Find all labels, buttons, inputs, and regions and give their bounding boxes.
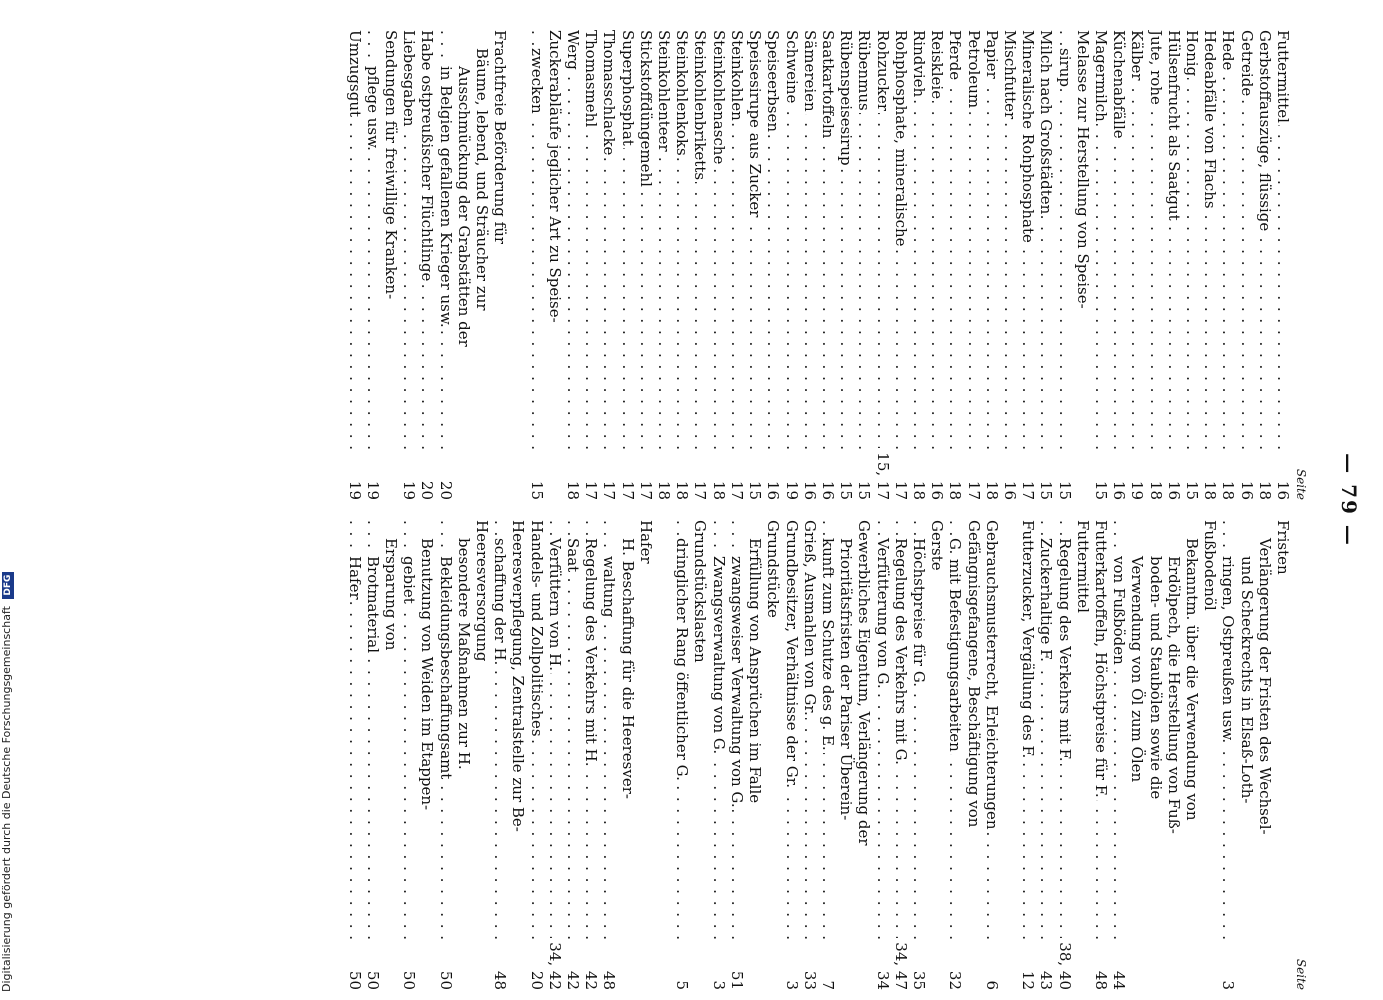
index-entry [527, 30, 545, 500]
index-entry [1037, 520, 1055, 990]
index-entry-page: 43 [1037, 970, 1056, 990]
index-entry [910, 30, 928, 500]
index-entry-page: 15 [746, 480, 765, 500]
index-entry [1219, 30, 1237, 500]
index-entry [382, 520, 400, 990]
index-entry-page: 18 [564, 480, 583, 500]
index-entry [1074, 30, 1092, 500]
index-entry-page: 16 [1110, 480, 1129, 500]
index-entry-page: 50 [363, 970, 382, 990]
index-entry-page: 18 [946, 480, 965, 500]
index-entry-text: Sendungen für freiwillige Kranken- [382, 30, 401, 300]
index-entry-page: 16 [1164, 480, 1183, 500]
index-entry-page: 50 [345, 970, 364, 990]
index-entry-text: ringen, Ostpreußen usw. [1219, 556, 1238, 744]
index-entry [983, 30, 1001, 500]
index-entry [509, 30, 527, 500]
index-entry-text: Schweine [782, 30, 801, 104]
index-entry-text: Küchenabfälle [1110, 30, 1129, 139]
index-entry-text: Honig [1182, 30, 1201, 77]
index-entry [546, 520, 564, 990]
index-entry [691, 520, 709, 990]
index-entry-text [1001, 520, 1019, 527]
index-entry [1110, 30, 1128, 500]
index-entry-page: 19 [782, 480, 801, 500]
index-entry [1001, 520, 1019, 990]
index-entry-page: 16 [1274, 480, 1292, 500]
index-entry [527, 520, 545, 990]
index-entry-page: 7 [818, 980, 837, 990]
index-entry-page: 34, 47 [891, 942, 910, 990]
index-entry-text: Bekleidungsbeschaffungsamt [436, 556, 455, 780]
index-entry [564, 520, 582, 990]
index-entry [1037, 30, 1055, 500]
index-entry-text: Ersparung von [382, 538, 401, 651]
index-entry-page: 34 [873, 970, 892, 990]
index-entry-page: 33 [800, 970, 819, 990]
index-entry [946, 520, 964, 990]
index-entry [418, 30, 436, 500]
index-entry-text: Magermilch [1091, 30, 1110, 122]
index-entry [691, 30, 709, 500]
index-entry [673, 520, 691, 990]
index-entry-text: Grundstückslasten [691, 520, 710, 663]
index-entry-text: Benutzung von Weiden im Etappen- [418, 538, 437, 811]
index-entry [418, 520, 436, 990]
index-entry [782, 520, 800, 990]
index-entry [983, 520, 1001, 990]
index-entry [637, 520, 655, 990]
index-entry [1256, 30, 1274, 500]
index-entry-text: Hedeabfälle von Flachs [1201, 30, 1220, 209]
index-entry-text: und Scheckrechts in Elsaß-Loth- [1237, 556, 1256, 804]
index-entry-text: Verwendung von Öl zum Ölen [1128, 556, 1147, 783]
index-entry-page: 16 [1000, 480, 1019, 500]
index-entry [673, 30, 691, 500]
index-entry-text: Heeresverpflegung, Zentralstelle zur Be- [509, 520, 528, 832]
index-entry [964, 520, 982, 990]
index-entry-text: Saatkartoffeln [818, 30, 837, 139]
index-entry-text: Steinkohlenasche [709, 30, 728, 165]
index-entry-text: Futterkartoffeln, Höchstpreise für F. [1091, 520, 1110, 798]
index-entry-text: Frachtfreie Beförderung für [491, 30, 510, 245]
index-entry [801, 520, 819, 990]
index-entry-page: 19 [363, 480, 382, 500]
index-entry-text: Rübenmus [855, 30, 874, 111]
index-entry [382, 30, 400, 500]
index-entry [710, 520, 728, 990]
index-entry-page: 16 [800, 480, 819, 500]
dfg-side-note [2, 12, 12, 992]
index-entry [1274, 30, 1292, 500]
index-entry-text: dringlicher Rang öffentlicher G. [673, 538, 692, 781]
index-entry-text: Fußbodenöl [1201, 520, 1220, 611]
index-entry-text: Jute, rohe [1146, 30, 1165, 105]
index-entry-page: 15 [1055, 480, 1074, 500]
index-entry-text: Kälber [1128, 30, 1147, 81]
index-entry [436, 520, 454, 990]
index-entry-text: Zuckerabläufe jeglicher Art zu Speise- [545, 30, 564, 323]
index-entry-page: 42 [564, 970, 583, 990]
index-entry-text: Rübenspeisesirup [837, 30, 856, 166]
index-entry-page: 16 [1237, 480, 1256, 500]
index-entry-text: Zwangsverwaltung von G. [709, 556, 728, 755]
index-entry-text: zwecken [527, 48, 546, 114]
index-entry-text: Bekanntm. über die Verwendung von [1182, 538, 1201, 821]
index-entry-text: zwangsweiser Verwaltung von G. [727, 556, 746, 808]
index-entry-text: Umzugsgut [345, 30, 364, 118]
index-entry [964, 30, 982, 500]
index-entry [618, 30, 636, 500]
index-entry-text: Steinkohlenbriketts [691, 30, 710, 181]
index-entry-text: Futtermittel [1274, 30, 1292, 123]
index-entry-page: 18 [1201, 480, 1220, 500]
index-entry-text: Speiseerbsen [764, 30, 783, 133]
index-entry-text: Bäume, lebend, und Sträucher zur [473, 48, 492, 311]
index-entry-text: Gewerbliches Eigentum, Verlängerung der [855, 520, 874, 846]
index-entry [928, 520, 946, 990]
index-entry-text: Mischfutter [1000, 30, 1019, 120]
index-entry-page: 3 [709, 980, 728, 990]
index-entry [491, 30, 509, 500]
index-entry-text: schaffung der H. [491, 538, 510, 666]
index-entry [819, 520, 837, 990]
index-entry-text: Speisesirupe aus Zucker [746, 30, 765, 218]
index-entry [728, 520, 746, 990]
index-entry-text: Liebesgaben [400, 30, 419, 127]
index-entry [509, 520, 527, 990]
index-entry-text: Hülsenfrucht als Saatgut [1164, 30, 1183, 221]
index-entry [1019, 520, 1037, 990]
index-entry-text: Futterzucker, Vergällung des F. [1019, 520, 1038, 759]
index-entry [801, 30, 819, 500]
index-entry-page: 17 [891, 480, 910, 500]
index-entry-text: Fristen [1274, 520, 1292, 575]
index-entry [1274, 520, 1292, 990]
index-entry-text: gebiet [400, 556, 419, 604]
index-entry-text: Grundbesitzer, Verhältnisse der Gr. [782, 520, 801, 789]
index-entry [655, 30, 673, 500]
index-entry [764, 30, 782, 500]
index-entry-page: 18 [709, 480, 728, 500]
index-entry-page: 48 [600, 970, 619, 990]
dfg-logo: DFG [2, 572, 14, 599]
index-entry [873, 520, 891, 990]
index-entry-text: sirup [1055, 48, 1074, 87]
index-entry-text: kunft zum Schutze des g. E. [818, 538, 837, 751]
index-entry-text: Rohzucker [873, 30, 892, 112]
index-entry-text: Hede [1219, 30, 1238, 71]
index-entry-text [655, 520, 673, 527]
index-entry [1110, 520, 1128, 990]
index-entry-text: Erdölpech, die Herstellung von Fuß- [1164, 556, 1183, 834]
index-entry-text [509, 30, 527, 37]
left-entries [345, 30, 1292, 500]
index-entry-text: Verlängerung der Fristen des Wechsel- [1255, 538, 1274, 835]
index-entry [837, 30, 855, 500]
index-entry-page: 18 [1219, 480, 1238, 500]
index-entry-text: Futtermittel [1073, 520, 1092, 613]
index-entry-page: 50 [436, 970, 455, 990]
index-entry-text: Werg [564, 30, 583, 70]
index-entry-text: Gebrauchsmusterrecht, Erleichterungen [982, 520, 1001, 830]
index-entry-text: Thomasmehl [582, 30, 601, 128]
index-entry-page: 35 [909, 970, 928, 990]
index-entry [855, 30, 873, 500]
index-entry-text: Regelung des Verkehrs mit H. [582, 538, 601, 767]
index-entry-text: Petroleum [964, 30, 983, 109]
index-entry-page: 17 [636, 480, 655, 500]
index-entry-text: Rohphosphate, mineralische [891, 30, 910, 247]
index-entry-text: Steinkohlenteer [655, 30, 674, 152]
index-entry-text: Mineralische Rohphosphate [1019, 30, 1038, 243]
index-entry [582, 520, 600, 990]
index-entry-page: 17 [964, 480, 983, 500]
index-entry-text: waltung [600, 556, 619, 618]
index-entry [400, 520, 418, 990]
index-entry-page: 19 [1128, 480, 1147, 500]
index-entry [910, 520, 928, 990]
index-entry [1019, 30, 1037, 500]
index-entry [819, 30, 837, 500]
index-entry-page: 12 [1019, 970, 1038, 990]
index-entry [928, 30, 946, 500]
index-entry-text: in Belgien gefallenen Krieger usw. [436, 66, 455, 328]
side-note-text: Digitalisierung gefördert durch die Deutsche Forschungsgemeinschaft [0, 606, 13, 992]
index-entry-text: Thomasschlacke [600, 30, 619, 156]
index-entry [728, 30, 746, 500]
column-header-seite: Seite [1294, 958, 1308, 990]
index-entry [764, 520, 782, 990]
index-entry [892, 520, 910, 990]
index-entry-text: H. Beschaffung für die Heeresver- [618, 538, 637, 799]
index-entry-page: 17 [618, 480, 637, 500]
index-entry [855, 520, 873, 990]
index-entry-text: Sämereien [800, 30, 819, 112]
index-entry-page: 16 [818, 480, 837, 500]
index-entry [1146, 30, 1164, 500]
index-entry [1201, 30, 1219, 500]
index-entry [1055, 30, 1073, 500]
index-entry-page: 20 [418, 480, 437, 500]
index-entry [600, 30, 618, 500]
index-entry-text: besondere Maßnahmen zur H. [454, 538, 473, 770]
index-entry-text: Milch nach Großstädten [1037, 30, 1056, 215]
index-entry-text: Ausschmückung der Grabstätten der [454, 66, 473, 347]
index-entry [1237, 30, 1255, 500]
index-entry-page: 18 [982, 480, 1001, 500]
index-entry-text: G. mit Befestigungsarbeiten [946, 538, 965, 752]
index-entry-text: Verfüttern von H. [545, 538, 564, 672]
right-entries [345, 520, 1292, 990]
index-entry-page: 18 [909, 480, 928, 500]
index-entry-text: Pferde [946, 30, 965, 81]
index-entry [400, 30, 418, 500]
index-entry-text: boden- und Staubölen sowie die [1146, 556, 1165, 800]
index-entry [1237, 520, 1255, 990]
index-entry-text: Höchstpreise für G. [909, 538, 928, 688]
index-entry-page: 18 [673, 480, 692, 500]
index-entry [582, 30, 600, 500]
index-entry-page: 19 [400, 480, 419, 500]
index-entry [746, 520, 764, 990]
column-header-seite: Seite [1294, 468, 1308, 500]
index-entry-page: 16 [764, 480, 783, 500]
index-column-right [345, 520, 1310, 990]
index-entry [564, 30, 582, 500]
index-entry-text: pflege usw. [363, 66, 382, 151]
index-entry-page: 17 [691, 480, 710, 500]
index-entry-page: 48 [491, 970, 510, 990]
index-entry-page: 15 [855, 480, 874, 500]
index-entry [1074, 520, 1092, 990]
index-entry-text: Rindvieh [909, 30, 928, 98]
index-entry-text: Hafer [636, 520, 655, 564]
index-entry [1092, 520, 1110, 990]
index-entry-page: 15 [1182, 480, 1201, 500]
index-entry-page: 15 [1037, 480, 1056, 500]
index-entry [637, 30, 655, 500]
page-number: — 79 — [1337, 453, 1361, 547]
index-entry [364, 520, 382, 990]
index-entry-page: 18 [1255, 480, 1274, 500]
index-entry-page: 34, 42 [545, 942, 564, 990]
index-entry [1092, 30, 1110, 500]
index-entry [837, 520, 855, 990]
index-entry [782, 30, 800, 500]
index-entry [655, 520, 673, 990]
index-entry [1128, 30, 1146, 500]
index-entry-page: 42 [582, 970, 601, 990]
index-entry-page: 19 [345, 480, 364, 500]
index-column-left [345, 30, 1310, 500]
index-entry-text: Hafer [345, 556, 364, 600]
index-entry-page: 3 [782, 980, 801, 990]
index-entry-text: Grundstücke [764, 520, 783, 618]
index-entry-text: Stickstoffdüngemehl [636, 30, 655, 187]
index-entry-text: Melasse zur Herstellung von Speise- [1073, 30, 1092, 309]
index-entry [1183, 30, 1201, 500]
index-entry-text: Gefängnisgefangene, Beschäftigung von [964, 520, 983, 828]
index-entry-text: Prioritätsfristen der Pariser Überein- [837, 538, 856, 821]
index-entry [455, 520, 473, 990]
index-entry-page: 16 [928, 480, 947, 500]
index-entry-text: Regelung des Verkehrs mit F. [1055, 538, 1074, 762]
index-entry-text: Papier [982, 30, 1001, 79]
index-entry [491, 520, 509, 990]
index-entry-page: 15 [837, 480, 856, 500]
index-entry [1146, 520, 1164, 990]
rotated-index-page [140, 0, 1380, 1000]
index-entry-text: Gerbstoffauszüge, flüssige [1255, 30, 1274, 232]
index-entry [946, 30, 964, 500]
index-entry-page: 18 [1146, 480, 1165, 500]
index-entry [600, 520, 618, 990]
index-entry-page: 6 [982, 980, 1001, 990]
index-entry-text: Reiskleie [928, 30, 947, 100]
index-entry-text: Habe ostpreußischer Flüchtlinge [418, 30, 437, 282]
index-entry-page: 51 [727, 970, 746, 990]
index-entry [873, 30, 891, 500]
index-entry [345, 520, 363, 990]
index-entry [1183, 520, 1201, 990]
index-entry-text: Steinkohlenkoks [673, 30, 692, 156]
index-entry [1219, 520, 1237, 990]
index-entry [892, 30, 910, 500]
index-entry-text: Gerste [928, 520, 947, 571]
index-entry-text: Regelung des Verkehrs mit G. [891, 538, 910, 765]
index-entry-page: 17 [1019, 480, 1038, 500]
index-entry-text: Heeresversorgung [473, 520, 492, 662]
index-entry-page: 15, 17 [873, 452, 892, 500]
index-entry-page: 17 [582, 480, 601, 500]
index-entry-page: 17 [600, 480, 619, 500]
index-entry-page: 17 [727, 480, 746, 500]
index-entry-page: 20 [527, 970, 546, 990]
index-entry-page: 3 [1219, 980, 1238, 990]
index-entry-text: Erfüllung von Ansprüchen im Falle [746, 538, 765, 804]
index-entry [364, 30, 382, 500]
index-entry [1001, 30, 1019, 500]
index-entry-page: 15 [527, 480, 546, 500]
index-entry [1256, 520, 1274, 990]
index-entry [473, 30, 491, 500]
index-entry-text: Steinkohlen [727, 30, 746, 121]
index-entry-page: 15 [1091, 480, 1110, 500]
index-entry-text: Handels- und Zollpolitisches [527, 520, 546, 737]
index-entry-text: Verfütterung von G. [873, 538, 892, 689]
index-entry [1055, 520, 1073, 990]
index-entry [1165, 520, 1183, 990]
index-entry [710, 30, 728, 500]
index-entry [473, 520, 491, 990]
index-entry-text: Zuckerhaltige F. [1037, 538, 1056, 662]
index-entry-page: 48 [1091, 970, 1110, 990]
index-entry-page: 44 [1110, 970, 1129, 990]
index-entry-page: 38, 40 [1055, 942, 1074, 990]
index-entry-page: 32 [946, 970, 965, 990]
index-entry-text: Getreide [1237, 30, 1256, 97]
index-entry-text: Saat [564, 538, 583, 573]
index-entry-page: 5 [673, 980, 692, 990]
index-entry [345, 30, 363, 500]
index-entry-page: 50 [400, 970, 419, 990]
index-entry-text: Grieß, Ausmahlen von Gr. [800, 520, 819, 716]
index-entry-text: von Fußböden [1110, 556, 1129, 665]
index-entry-text: Superphosphat [618, 30, 637, 146]
index-entry-page: 18 [655, 480, 674, 500]
index-entry-text: Brotmaterial [363, 556, 382, 654]
index-entry-page: 20 [436, 480, 455, 500]
index-entry [746, 30, 764, 500]
index-entry [455, 30, 473, 500]
index-entry [546, 30, 564, 500]
index-entry [1201, 520, 1219, 990]
index-entry [1128, 520, 1146, 990]
index-entry [618, 520, 636, 990]
index-entry [436, 30, 454, 500]
index-entry [1165, 30, 1183, 500]
